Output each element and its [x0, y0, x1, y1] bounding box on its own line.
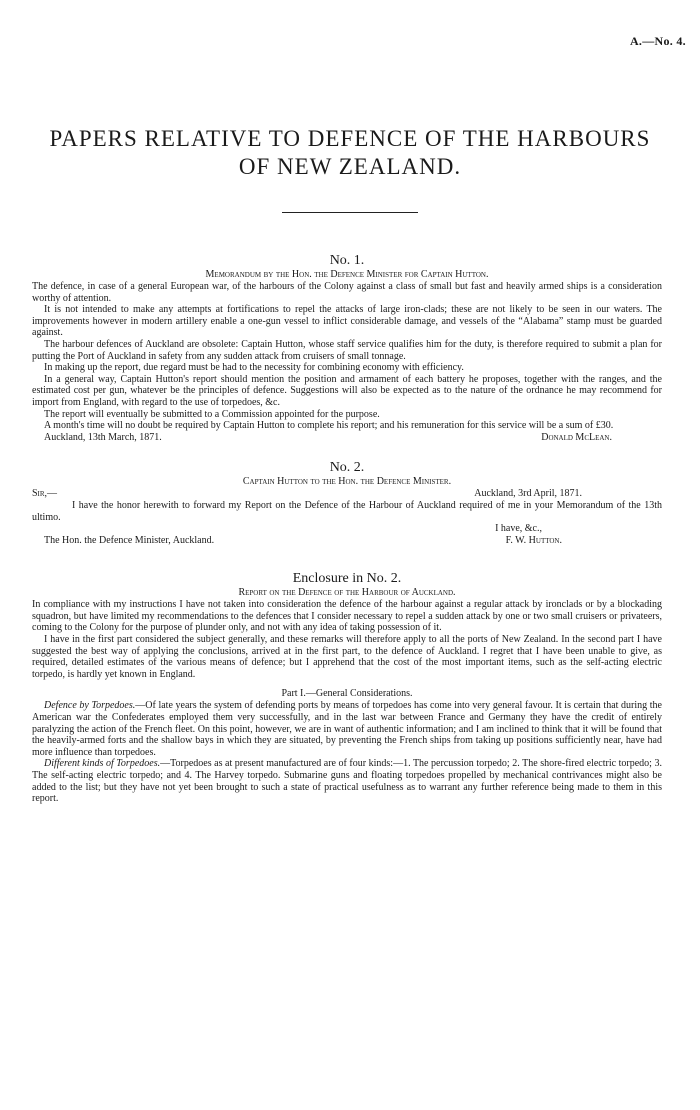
doc2-salutation-row: [32, 488, 662, 500]
title-line-2: OF NEW ZEALAND.: [238, 154, 462, 179]
doc2-salutation: Sir,—: [32, 488, 58, 500]
part-heading: Part I.—General Considerations.: [281, 688, 413, 700]
doc2-signature: F. W. Hutton.: [505, 534, 562, 546]
kinds-paragraph: [32, 758, 662, 804]
enclosure-heading: Enclosure in No. 2.: [292, 571, 402, 587]
doc1-paragraph: The report will eventually be submitted to a Commission appointed for the purpose.: [44, 408, 380, 420]
title-divider: [282, 212, 418, 213]
torpedo-title: Defence by Torpedoes.: [44, 700, 136, 712]
title-line-1: PAPERS RELATIVE TO DEFENCE OF THE HARBOURS: [49, 126, 651, 151]
doc2-signature-row: [32, 535, 662, 547]
doc1-subheading: Memorandum by the Hon. the Defence Minister for Captain Hutton.: [205, 269, 489, 280]
doc1-signature-row: [32, 432, 662, 444]
doc2-heading: No. 2.: [329, 460, 365, 476]
torpedo-paragraph: [32, 700, 662, 758]
doc1-heading: No. 1.: [329, 253, 365, 268]
doc2-text: I have the honor herewith to forward my Report on the Defence of the Harbour of Auckland required of me in your Memorandum of the 13th ultimo.: [32, 499, 662, 523]
doc1-paragraph: The defence, in case of a general European war, of the harbours of the Colony against a class of small but fast and heavily armed ships is a consideration worthy of attention.: [32, 281, 662, 304]
doc1-paragraph: A month's time will no doubt be required by Captain Hutton to complete his report; and his remuneration for this service will be a sum of £30.: [44, 420, 614, 432]
doc2-subheading: Captain Hutton to the Hon. the Defence Minister.: [242, 476, 452, 488]
enclosure-subheading: Report on the Defence of the Harbour of Auckland.: [238, 587, 456, 599]
doc1-paragraph: The harbour defences of Auckland are obsolete: Captain Hutton, whose staff service qualifies him for the duty, is therefore required to submit a plan for putting the Port of Auckland in safety from any sudden attack from cruisers of small tonnage.: [32, 338, 662, 362]
doc1-paragraph: In making up the report, due regard must be had to the necessity for combining economy with efficiency.: [44, 362, 464, 374]
doc2-addressee: The Hon. the Defence Minister, Auckland.: [44, 534, 215, 546]
enclosure-paragraph: I have in the first part considered the subject generally, and these remarks will therefore apply to all the ports of New Zealand. In the second part I have suggested the best way of applying the conclusions, arrived at in the first part, to the defence of Auckland. I regret that I have been unable to give, as required, detailed estimates of the various means of defence; but I apprehend that the cost of the most important items, such as the self-acting electric torpedo, is hardly yet known in England.: [32, 634, 662, 680]
enclosure-paragraph: In compliance with my instructions I have not taken into consideration the defence of the harbour against a regular attack by ironclads or by a blockading squadron, but have limited my recommendations to the defences that I consider necessary to repel a sudden attack by one or two small cruisers or privateers, coming to the Colony for the purpose of plunder only, and not with any idea of taking possession of it.: [32, 599, 662, 634]
doc2-place-date: Auckland, 3rd April, 1871.: [474, 488, 582, 500]
document-reference: A.—No. 4.: [629, 34, 686, 48]
doc1-signature: Donald McLean.: [541, 431, 612, 443]
doc1-place-date: Auckland, 13th March, 1871.: [44, 431, 162, 443]
doc2-closing: I have, &c.,: [495, 523, 542, 535]
document-body: [32, 250, 662, 805]
kinds-text: —Torpedoes as at present manufactured are of four kinds:—1. The percussion torpedo; 2. The shore-fired electric torpedo; 3. The self-acting electric torpedo; and 4. The Harvey torpedo. Submarine guns and floating torpedoes propelled by mechanical contrivances might also be added to the list; but they have not yet been brought to such a state of practical usefulness as to warrant any further reference being made to them in this report.: [32, 758, 662, 805]
kinds-title: Different kinds of Torpedoes.: [44, 758, 161, 770]
doc1-paragraph: It is not intended to make any attempts at fortifications to repel the attacks of large iron-clads; these are not likely to be seen in our waters. The improvements however in modern artillery enable a one-gun vessel to inflict considerable damage, and vessels of the “Alabama” stamp must be guarded against.: [32, 304, 662, 339]
doc1-paragraph: In a general way, Captain Hutton's report should mention the position and armament of each battery he proposes, together with the ranges, and the estimated cost per gun, whatever be the principles of defence. Suggestions will also be expected as to the nature of the ordnance he may recommend for import from England, with regard to the use of torpedoes, &c.: [32, 373, 662, 408]
torpedo-text: —Of late years the system of defending ports by means of torpedoes has come into very general favour. It is certain that during the American war the Confederates employed them very successfully, and in the last war between France and Germany they have the credit of entirely paralyzing the action of the French fleet. On this point, however, we are in want of authentic information; and I am inclined to think that it will be found that the heavily-armed forts and the shallow bays in which they are situated, by preventing the French ships from taking up positions sufficiently near, have had more influence than torpedoes.: [32, 700, 663, 758]
